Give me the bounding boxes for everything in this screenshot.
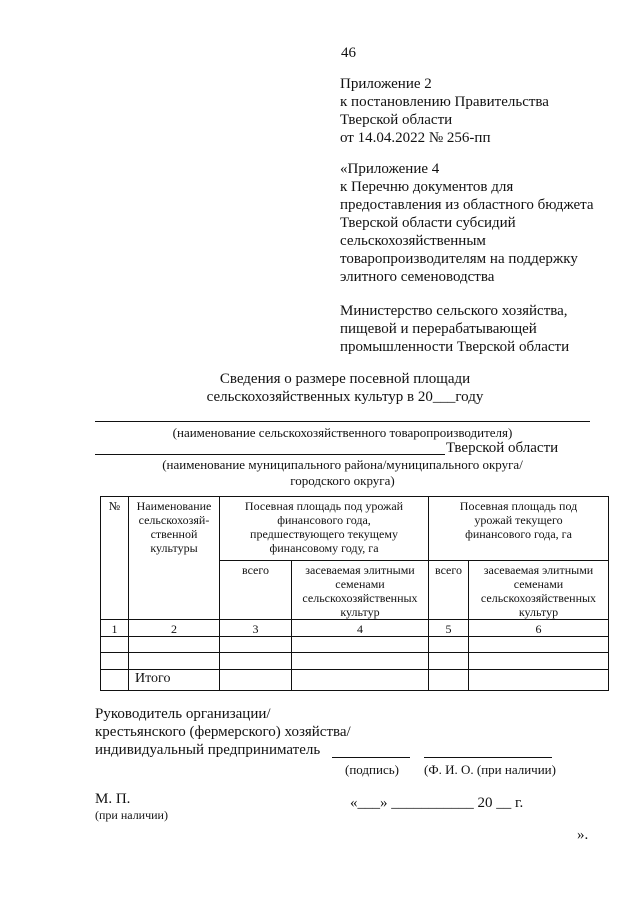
signatory-block <box>95 705 351 759</box>
header-crop-line: культуры <box>150 541 198 555</box>
column-number: 2 <box>129 620 220 637</box>
column-number: 3 <box>220 620 292 637</box>
header-num <box>101 497 129 620</box>
appendix-header-line: Тверской области <box>340 112 453 128</box>
table-total-row <box>101 670 609 691</box>
subheader-elite-line: засеваемая элитными <box>483 563 594 577</box>
document-title <box>150 370 540 406</box>
table-row <box>101 653 609 670</box>
stamp-label: М. П. <box>95 791 131 807</box>
addressee-line: пищевой и перерабатывающей <box>340 321 537 337</box>
table-cell[interactable] <box>220 670 292 691</box>
table-cell[interactable] <box>101 637 129 653</box>
table-cell[interactable] <box>292 653 429 670</box>
total-label: Итого <box>129 670 220 691</box>
appendix-sub-line: предоставления из областного бюджета <box>340 197 594 213</box>
table-cell[interactable] <box>129 637 220 653</box>
header-prev-line: финансовому году, га <box>269 541 379 555</box>
table-cell[interactable] <box>469 637 609 653</box>
header-crop-name <box>129 497 220 620</box>
column-number: 1 <box>101 620 129 637</box>
appendix-header-line: Приложение 2 <box>340 76 432 92</box>
addressee-line: Министерство сельского хозяйства, <box>340 303 568 319</box>
page-number: 46 <box>341 45 356 61</box>
appendix-sub-line: Тверской области субсидий <box>340 215 516 231</box>
appendix-header <box>340 75 549 147</box>
header-curr-line: финансового года, га <box>465 527 572 541</box>
district-caption-line: (наименование муниципального района/муниципального округа/ <box>162 457 523 472</box>
district-name-field[interactable] <box>95 454 445 455</box>
header-prev-line: финансового года, <box>277 513 371 527</box>
district-caption <box>95 457 590 489</box>
table-cell[interactable] <box>101 670 129 691</box>
subheader-curr-elite <box>469 561 609 620</box>
subheader-elite-line: семенами <box>513 577 564 591</box>
title-line: сельскохозяйственных культур в 20___году <box>206 389 484 405</box>
table-cell[interactable] <box>129 653 220 670</box>
column-number: 4 <box>292 620 429 637</box>
addressee <box>340 302 569 356</box>
table-cell[interactable] <box>101 653 129 670</box>
subheader-elite-line: семенами <box>335 577 385 591</box>
full-name-field[interactable] <box>424 757 552 758</box>
subheader-elite-line: засеваемая элитными <box>305 563 415 577</box>
addressee-line: промышленности Тверской области <box>340 339 570 355</box>
signatory-line: Руководитель организации/ <box>95 706 271 722</box>
header-curr-line: Посевная площадь под <box>459 499 578 513</box>
subheader-elite-line: культур <box>340 605 380 619</box>
table-cell[interactable] <box>469 670 609 691</box>
appendix-sub-line: сельскохозяйственным <box>340 233 486 249</box>
table-cell[interactable] <box>429 637 469 653</box>
header-crop-line: сельскохозяй- <box>138 513 210 527</box>
region-suffix: Тверской области <box>446 440 559 456</box>
subheader-total-label: всего <box>434 563 463 577</box>
table-cell[interactable] <box>220 637 292 653</box>
stamp-note: (при наличии) <box>95 808 168 822</box>
column-number: 6 <box>469 620 609 637</box>
appendix-sub-line: элитного семеноводства <box>340 269 495 285</box>
subheader-total-label: всего <box>241 563 270 577</box>
header-crop-line: ственной <box>150 527 198 541</box>
header-current-year <box>429 497 609 561</box>
table-row <box>101 637 609 653</box>
full-name-caption: (Ф. И. О. (при наличии) <box>424 762 556 777</box>
header-crop-line: Наименование <box>136 499 212 513</box>
header-prev-year <box>220 497 429 561</box>
appendix-sub <box>340 160 594 286</box>
table-cell[interactable] <box>220 653 292 670</box>
subheader-prev-elite <box>292 561 429 620</box>
table-cell[interactable] <box>292 670 429 691</box>
table-cell[interactable] <box>292 637 429 653</box>
subheader-prev-total <box>220 561 292 620</box>
signatory-line: крестьянского (фермерского) хозяйства/ <box>95 724 351 740</box>
appendix-sub-line: «Приложение 4 <box>340 161 440 177</box>
appendix-header-line: к постановлению Правительства <box>340 94 549 110</box>
producer-name-field[interactable] <box>95 421 590 422</box>
column-number: 5 <box>429 620 469 637</box>
column-number-row <box>101 620 609 637</box>
subheader-elite-line: сельскохозяйственных <box>480 591 597 605</box>
table-cell[interactable] <box>429 653 469 670</box>
appendix-sub-line: товаропроизводителям на поддержку <box>340 251 578 267</box>
closing-quote: ». <box>577 827 589 843</box>
date-field[interactable]: «___» ___________ 20 __ г. <box>350 795 524 811</box>
subheader-elite-line: сельскохозяйственных <box>302 591 418 605</box>
header-num-label: № <box>108 499 121 513</box>
table-cell[interactable] <box>429 670 469 691</box>
signature-caption: (подпись) <box>345 762 399 777</box>
signature-field[interactable] <box>332 757 410 758</box>
appendix-header-line: от 14.04.2022 № 256-пп <box>340 130 491 146</box>
subheader-curr-total <box>429 561 469 620</box>
header-curr-line: урожай текущего <box>474 513 563 527</box>
subheader-elite-line: культур <box>518 605 559 619</box>
appendix-sub-line: к Перечню документов для <box>340 179 514 195</box>
table-header-row <box>101 497 609 561</box>
signatory-line: индивидуальный предприниматель <box>95 742 321 758</box>
table-cell[interactable] <box>469 653 609 670</box>
header-prev-line: предшествующего текущему <box>250 527 398 541</box>
sown-area-table <box>100 496 609 691</box>
header-prev-line: Посевная площадь под урожай <box>244 499 404 513</box>
district-caption-line: городского округа) <box>290 473 395 488</box>
producer-caption: (наименование сельскохозяйственного товаропроизводителя) <box>172 425 513 440</box>
title-line: Сведения о размере посевной площади <box>219 371 471 387</box>
